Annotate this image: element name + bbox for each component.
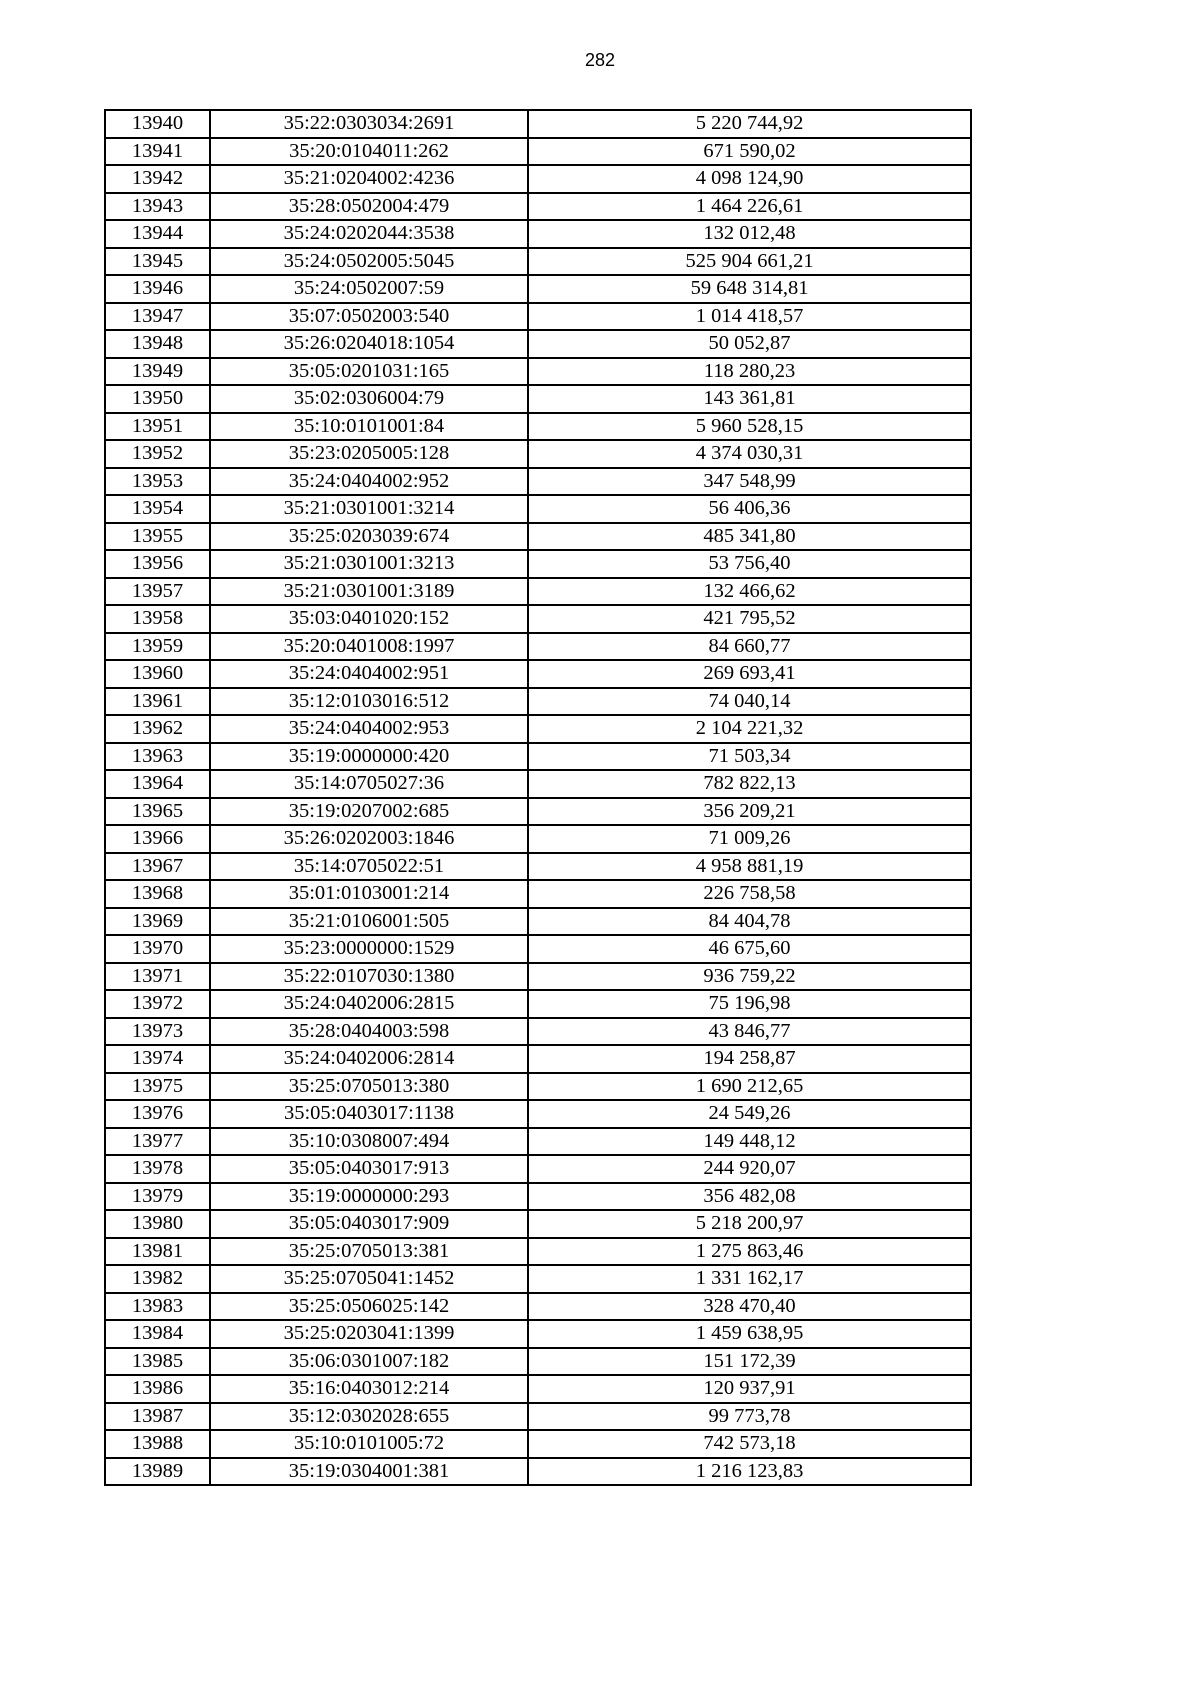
row-number-cell: 13941	[105, 138, 210, 166]
row-number-cell: 13965	[105, 798, 210, 826]
table-row	[105, 880, 971, 908]
row-number-cell: 13970	[105, 935, 210, 963]
cadastral-value-cell: 151 172,39	[528, 1348, 971, 1376]
row-number-cell: 13942	[105, 165, 210, 193]
row-number-cell: 13947	[105, 303, 210, 331]
cadastral-value-cell: 269 693,41	[528, 660, 971, 688]
cadastral-value-cell: 4 098 124,90	[528, 165, 971, 193]
table-row	[105, 770, 971, 798]
cadastral-number-cell: 35:24:0404002:952	[210, 468, 528, 496]
cadastral-value-cell: 356 209,21	[528, 798, 971, 826]
cadastral-number-cell: 35:10:0101001:84	[210, 413, 528, 441]
cadastral-number-cell: 35:12:0302028:655	[210, 1403, 528, 1431]
row-number-cell: 13950	[105, 385, 210, 413]
cadastral-number-cell: 35:10:0308007:494	[210, 1128, 528, 1156]
cadastral-value-cell: 56 406,36	[528, 495, 971, 523]
cadastral-value-cell: 1 459 638,95	[528, 1320, 971, 1348]
cadastral-number-cell: 35:19:0000000:420	[210, 743, 528, 771]
cadastral-number-cell: 35:25:0506025:142	[210, 1293, 528, 1321]
cadastral-number-cell: 35:14:0705027:36	[210, 770, 528, 798]
row-number-cell: 13959	[105, 633, 210, 661]
cadastral-number-cell: 35:07:0502003:540	[210, 303, 528, 331]
row-number-cell: 13955	[105, 523, 210, 551]
cadastral-value-cell: 356 482,08	[528, 1183, 971, 1211]
cadastral-value-cell: 226 758,58	[528, 880, 971, 908]
row-number-cell: 13971	[105, 963, 210, 991]
cadastral-number-cell: 35:21:0301001:3214	[210, 495, 528, 523]
cadastral-value-cell: 5 960 528,15	[528, 413, 971, 441]
cadastral-number-cell: 35:19:0304001:381	[210, 1458, 528, 1486]
table-row	[105, 468, 971, 496]
cadastral-value-cell: 71 009,26	[528, 825, 971, 853]
row-number-cell: 13956	[105, 550, 210, 578]
cadastral-number-cell: 35:25:0705013:381	[210, 1238, 528, 1266]
row-number-cell: 13943	[105, 193, 210, 221]
cadastral-number-cell: 35:28:0502004:479	[210, 193, 528, 221]
table-row	[105, 165, 971, 193]
row-number-cell: 13948	[105, 330, 210, 358]
cadastral-number-cell: 35:25:0705041:1452	[210, 1265, 528, 1293]
table-row	[105, 330, 971, 358]
row-number-cell: 13946	[105, 275, 210, 303]
cadastral-number-cell: 35:24:0402006:2814	[210, 1045, 528, 1073]
table-row	[105, 605, 971, 633]
cadastral-number-cell: 35:24:0404002:953	[210, 715, 528, 743]
cadastral-value-cell: 1 216 123,83	[528, 1458, 971, 1486]
cadastral-number-cell: 35:20:0104011:262	[210, 138, 528, 166]
row-number-cell: 13966	[105, 825, 210, 853]
table-row	[105, 495, 971, 523]
table-row	[105, 110, 971, 138]
row-number-cell: 13978	[105, 1155, 210, 1183]
row-number-cell: 13973	[105, 1018, 210, 1046]
cadastral-value-cell: 24 549,26	[528, 1100, 971, 1128]
table-row	[105, 303, 971, 331]
table-row	[105, 715, 971, 743]
cadastral-value-cell: 74 040,14	[528, 688, 971, 716]
table-row	[105, 413, 971, 441]
row-number-cell: 13945	[105, 248, 210, 276]
row-number-cell: 13989	[105, 1458, 210, 1486]
row-number-cell: 13969	[105, 908, 210, 936]
cadastral-number-cell: 35:03:0401020:152	[210, 605, 528, 633]
cadastral-number-cell: 35:24:0502005:5045	[210, 248, 528, 276]
cadastral-number-cell: 35:14:0705022:51	[210, 853, 528, 881]
cadastral-value-cell: 59 648 314,81	[528, 275, 971, 303]
cadastral-value-cell: 43 846,77	[528, 1018, 971, 1046]
row-number-cell: 13940	[105, 110, 210, 138]
table-body	[105, 110, 971, 1485]
cadastral-value-cell: 194 258,87	[528, 1045, 971, 1073]
table-row	[105, 798, 971, 826]
cadastral-number-cell: 35:01:0103001:214	[210, 880, 528, 908]
cadastral-value-cell: 46 675,60	[528, 935, 971, 963]
cadastral-number-cell: 35:23:0000000:1529	[210, 935, 528, 963]
table-row	[105, 1403, 971, 1431]
row-number-cell: 13960	[105, 660, 210, 688]
row-number-cell: 13964	[105, 770, 210, 798]
table-row	[105, 1430, 971, 1458]
cadastral-value-cell: 143 361,81	[528, 385, 971, 413]
row-number-cell: 13977	[105, 1128, 210, 1156]
page-number: 282	[584, 50, 616, 70]
cadastral-value-cell: 84 404,78	[528, 908, 971, 936]
row-number-cell: 13961	[105, 688, 210, 716]
row-number-cell: 13984	[105, 1320, 210, 1348]
table-row	[105, 1155, 971, 1183]
table-row	[105, 853, 971, 881]
row-number-cell: 13952	[105, 440, 210, 468]
cadastral-value-cell: 149 448,12	[528, 1128, 971, 1156]
cadastral-value-cell: 1 464 226,61	[528, 193, 971, 221]
table-row	[105, 220, 971, 248]
cadastral-number-cell: 35:21:0301001:3213	[210, 550, 528, 578]
row-number-cell: 13967	[105, 853, 210, 881]
cadastral-value-cell: 2 104 221,32	[528, 715, 971, 743]
table-row	[105, 825, 971, 853]
cadastral-value-cell: 53 756,40	[528, 550, 971, 578]
cadastral-number-cell: 35:05:0403017:1138	[210, 1100, 528, 1128]
cadastral-value-cell: 782 822,13	[528, 770, 971, 798]
row-number-cell: 13944	[105, 220, 210, 248]
cadastral-value-cell: 525 904 661,21	[528, 248, 971, 276]
cadastral-number-cell: 35:05:0403017:909	[210, 1210, 528, 1238]
row-number-cell: 13988	[105, 1430, 210, 1458]
cadastral-value-cell: 328 470,40	[528, 1293, 971, 1321]
table-row	[105, 908, 971, 936]
cadastral-value-cell: 5 220 744,92	[528, 110, 971, 138]
row-number-cell: 13987	[105, 1403, 210, 1431]
table-row	[105, 1238, 971, 1266]
cadastral-value-cell: 50 052,87	[528, 330, 971, 358]
cadastral-number-cell: 35:25:0203041:1399	[210, 1320, 528, 1348]
table-row	[105, 935, 971, 963]
cadastral-value-cell: 118 280,23	[528, 358, 971, 386]
cadastral-number-cell: 35:26:0204018:1054	[210, 330, 528, 358]
cadastral-number-cell: 35:21:0301001:3189	[210, 578, 528, 606]
cadastral-value-cell: 244 920,07	[528, 1155, 971, 1183]
row-number-cell: 13951	[105, 413, 210, 441]
table-row	[105, 1100, 971, 1128]
cadastral-value-cell: 5 218 200,97	[528, 1210, 971, 1238]
cadastral-number-cell: 35:24:0502007:59	[210, 275, 528, 303]
table-row	[105, 1183, 971, 1211]
cadastral-value-cell: 671 590,02	[528, 138, 971, 166]
cadastral-value-cell: 1 014 418,57	[528, 303, 971, 331]
cadastral-value-cell: 4 374 030,31	[528, 440, 971, 468]
row-number-cell: 13963	[105, 743, 210, 771]
cadastral-value-cell: 75 196,98	[528, 990, 971, 1018]
table-row	[105, 743, 971, 771]
table-row	[105, 523, 971, 551]
cadastral-value-cell: 132 012,48	[528, 220, 971, 248]
row-number-cell: 13979	[105, 1183, 210, 1211]
table-row	[105, 633, 971, 661]
table-row	[105, 1320, 971, 1348]
cadastral-value-cell: 1 331 162,17	[528, 1265, 971, 1293]
cadastral-number-cell: 35:24:0404002:951	[210, 660, 528, 688]
cadastral-value-cell: 421 795,52	[528, 605, 971, 633]
cadastral-number-cell: 35:12:0103016:512	[210, 688, 528, 716]
cadastral-number-cell: 35:05:0403017:913	[210, 1155, 528, 1183]
cadastral-number-cell: 35:25:0203039:674	[210, 523, 528, 551]
row-number-cell: 13953	[105, 468, 210, 496]
row-number-cell: 13958	[105, 605, 210, 633]
table-row	[105, 1458, 971, 1486]
cadastral-value-cell: 936 759,22	[528, 963, 971, 991]
cadastral-number-cell: 35:19:0000000:293	[210, 1183, 528, 1211]
cadastral-value-cell: 485 341,80	[528, 523, 971, 551]
cadastral-value-table	[104, 109, 972, 1486]
row-number-cell: 13981	[105, 1238, 210, 1266]
table-row	[105, 550, 971, 578]
cadastral-number-cell: 35:24:0402006:2815	[210, 990, 528, 1018]
cadastral-value-cell: 84 660,77	[528, 633, 971, 661]
cadastral-number-cell: 35:23:0205005:128	[210, 440, 528, 468]
row-number-cell: 13974	[105, 1045, 210, 1073]
cadastral-number-cell: 35:19:0207002:685	[210, 798, 528, 826]
table-row	[105, 688, 971, 716]
cadastral-number-cell: 35:28:0404003:598	[210, 1018, 528, 1046]
cadastral-value-cell: 1 690 212,65	[528, 1073, 971, 1101]
table-row	[105, 440, 971, 468]
table-row	[105, 1265, 971, 1293]
row-number-cell: 13982	[105, 1265, 210, 1293]
cadastral-value-cell: 742 573,18	[528, 1430, 971, 1458]
table-row	[105, 990, 971, 1018]
table-row	[105, 385, 971, 413]
table-row	[105, 248, 971, 276]
cadastral-value-cell: 71 503,34	[528, 743, 971, 771]
table-row	[105, 1375, 971, 1403]
row-number-cell: 13985	[105, 1348, 210, 1376]
table-row	[105, 138, 971, 166]
cadastral-value-cell: 347 548,99	[528, 468, 971, 496]
table-row	[105, 193, 971, 221]
table-row	[105, 963, 971, 991]
cadastral-number-cell: 35:06:0301007:182	[210, 1348, 528, 1376]
cadastral-number-cell: 35:22:0107030:1380	[210, 963, 528, 991]
table-row	[105, 1045, 971, 1073]
cadastral-value-cell: 1 275 863,46	[528, 1238, 971, 1266]
row-number-cell: 13983	[105, 1293, 210, 1321]
row-number-cell: 13968	[105, 880, 210, 908]
table-row	[105, 578, 971, 606]
table-row	[105, 1128, 971, 1156]
cadastral-value-cell: 132 466,62	[528, 578, 971, 606]
cadastral-number-cell: 35:22:0303034:2691	[210, 110, 528, 138]
cadastral-number-cell: 35:02:0306004:79	[210, 385, 528, 413]
table-row	[105, 358, 971, 386]
table-row	[105, 660, 971, 688]
row-number-cell: 13972	[105, 990, 210, 1018]
cadastral-value-cell: 99 773,78	[528, 1403, 971, 1431]
cadastral-number-cell: 35:05:0201031:165	[210, 358, 528, 386]
row-number-cell: 13957	[105, 578, 210, 606]
cadastral-number-cell: 35:21:0204002:4236	[210, 165, 528, 193]
cadastral-value-cell: 4 958 881,19	[528, 853, 971, 881]
row-number-cell: 13980	[105, 1210, 210, 1238]
row-number-cell: 13986	[105, 1375, 210, 1403]
cadastral-number-cell: 35:21:0106001:505	[210, 908, 528, 936]
cadastral-number-cell: 35:16:0403012:214	[210, 1375, 528, 1403]
table-row	[105, 275, 971, 303]
row-number-cell: 13975	[105, 1073, 210, 1101]
cadastral-number-cell: 35:24:0202044:3538	[210, 220, 528, 248]
table-row	[105, 1210, 971, 1238]
table-row	[105, 1073, 971, 1101]
table-row	[105, 1293, 971, 1321]
row-number-cell: 13949	[105, 358, 210, 386]
cadastral-value-cell: 120 937,91	[528, 1375, 971, 1403]
row-number-cell: 13962	[105, 715, 210, 743]
cadastral-number-cell: 35:20:0401008:1997	[210, 633, 528, 661]
cadastral-number-cell: 35:10:0101005:72	[210, 1430, 528, 1458]
table-row	[105, 1348, 971, 1376]
row-number-cell: 13954	[105, 495, 210, 523]
cadastral-number-cell: 35:26:0202003:1846	[210, 825, 528, 853]
table-row	[105, 1018, 971, 1046]
row-number-cell: 13976	[105, 1100, 210, 1128]
cadastral-number-cell: 35:25:0705013:380	[210, 1073, 528, 1101]
